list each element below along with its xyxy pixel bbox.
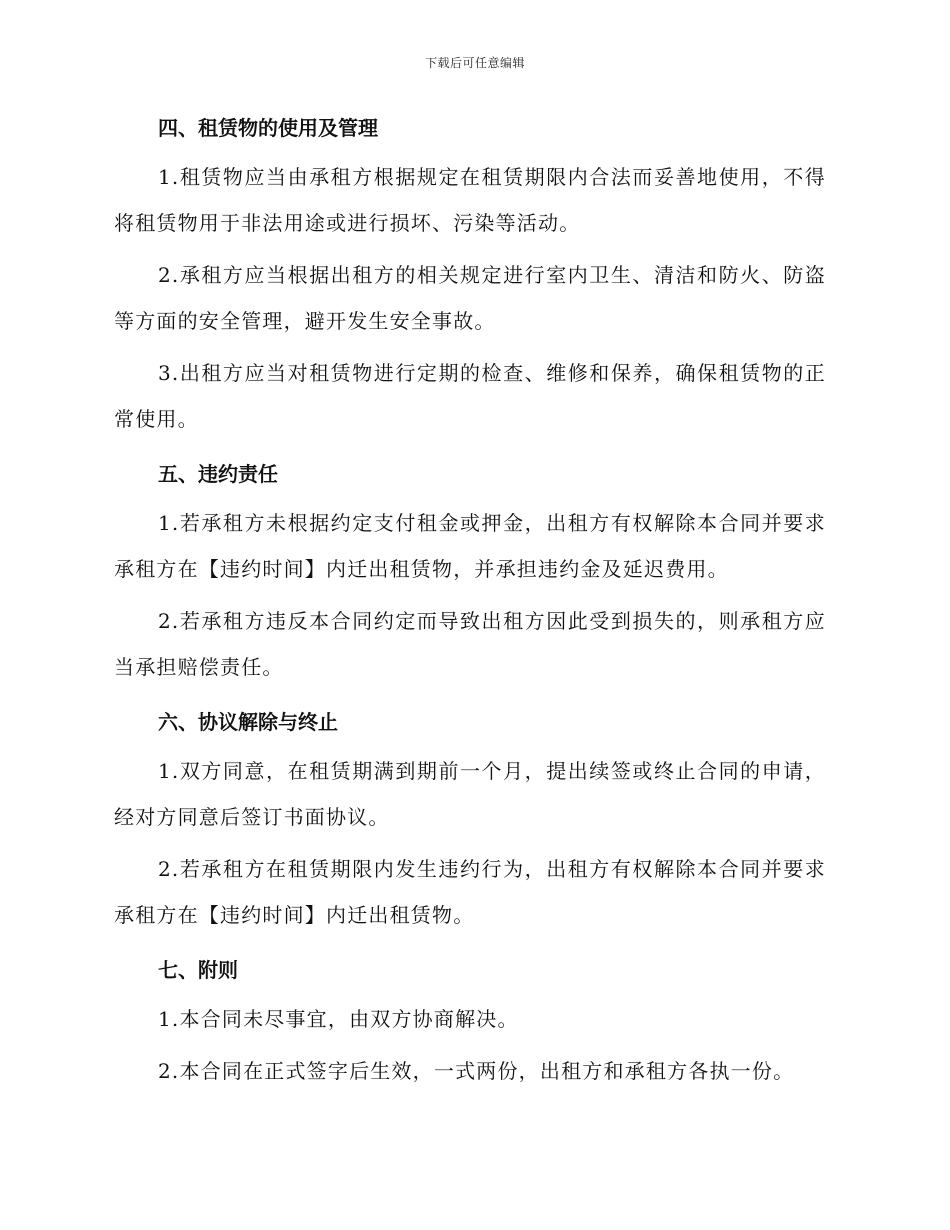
paragraph: 2.若承租方在租赁期限内发生违约行为，出租方有权解除本合同并要求承租方在【违约时间】内迁出租赁物。	[114, 857, 826, 927]
paragraph: 1.本合同未尽事宜，由双方协商解决。	[158, 1007, 519, 1031]
paragraph: 3.出租方应当对租赁物进行定期的检查、维修和保养，确保租赁物的正常使用。	[114, 361, 826, 431]
section-heading: 七、附则	[158, 958, 238, 982]
section-supplementary	[114, 950, 826, 1094]
section-heading: 六、协议解除与终止	[158, 710, 338, 734]
paragraph: 1.若承租方未根据约定支付租金或押金，出租方有权解除本合同并要求承租方在【违约时间】内迁出租赁物，并承担违约金及延迟费用。	[114, 511, 826, 581]
section-breach-liability	[114, 454, 826, 690]
paragraph: 1.双方同意，在租赁期满到期前一个月，提出续签或终止合同的申请，经对方同意后签订书面协议。	[114, 759, 826, 829]
section-heading: 五、违约责任	[158, 462, 278, 486]
document-body	[114, 108, 826, 1094]
paragraph: 2.本合同在正式签字后生效，一式两份，出租方和承租方各执一份。	[158, 1059, 795, 1083]
section-termination	[114, 702, 826, 938]
header-note: 下载后可任意编辑	[424, 56, 525, 70]
section-heading: 四、租赁物的使用及管理	[158, 116, 378, 140]
paragraph: 1.租赁物应当由承租方根据规定在租赁期限内合法而妥善地使用，不得将租赁物用于非法用途或进行损坏、污染等活动。	[114, 165, 826, 235]
paragraph: 2.承租方应当根据出租方的相关规定进行室内卫生、清洁和防火、防盗等方面的安全管理，避开发生安全事故。	[114, 263, 826, 333]
paragraph: 2.若承租方违反本合同约定而导致出租方因此受到损失的，则承租方应当承担赔偿责任。	[114, 609, 826, 679]
section-usage-management	[114, 108, 826, 442]
